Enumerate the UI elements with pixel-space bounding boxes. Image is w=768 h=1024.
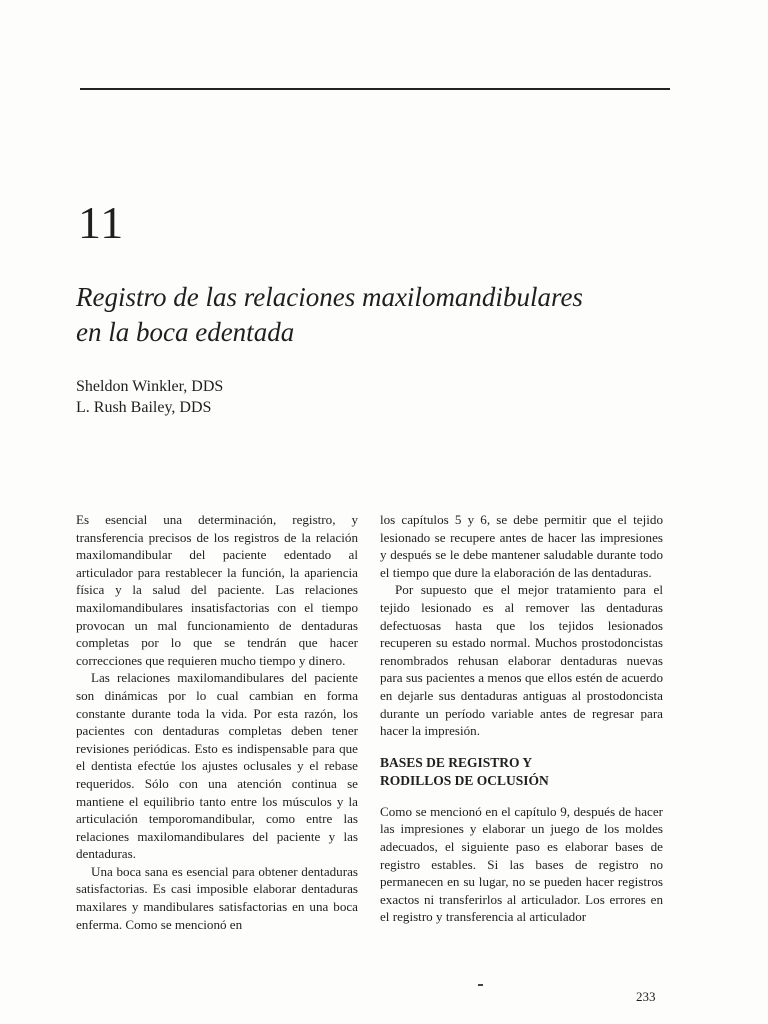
paragraph: Las relaciones maxilomandibulares del paciente son dinámicas por lo cual cambian en forma constante durante toda la vida. Por esta razón, los pacientes con dentaduras completas deben tener revisiones periódicas. Esto es indispensable para que el dentista efectúe los ajustes oclusales y el rebase requeridos. Sólo con una atención continua se mantiene el equilibrio tanto entre los músculos y la articulación temporomandibular, como entre las relaciones maxilomandibulares del paciente y las dentaduras. [76,670,358,862]
chapter-title-line-2: en la boca edentada [76,317,295,347]
paragraph: los capítulos 5 y 6, se debe permitir que el tejido lesionado se recupere antes de hacer las impresiones y después se le debe mantener saludable durante todo el tiempo que dure la elaboración de las dentaduras. [380,512,663,580]
chapter-title [76,280,676,350]
author-1: Sheldon Winkler, DDS [76,378,224,395]
section-heading [380,754,663,790]
scan-smudge-mark [478,984,483,986]
paragraph: Una boca sana es esencial para obtener dentaduras satisfactorias. Es casi imposible elaborar dentaduras maxilares y mandibulares satisfactorias en una boca enferma. Como se mencionó en [76,863,358,932]
page-number: 233 [636,989,656,1004]
left-text-column [76,511,358,933]
section-heading-line-1: BASES DE REGISTRO Y [380,754,533,770]
paragraph: Es esencial una determinación, registro, y transferencia precisos de los registros de la relación maxilomandibular del paciente edentado al articulador para restablecer la función, la apariencia física y la salud del paciente. Las relaciones maxilomandibulares insatisfactorias con el tiempo provocan un mal funcionamiento de dentaduras completas por lo que se tendrán que hacer correcciones que requieren mucho tiempo y dinero. [76,512,358,668]
author-list [76,376,223,418]
author-2: L. Rush Bailey, DDS [76,399,212,416]
right-text-column [380,511,663,926]
top-horizontal-rule [80,88,670,90]
chapter-number: 11 [78,197,125,248]
section-heading-line-2: RODILLOS DE OCLUSIÓN [380,772,549,788]
chapter-title-line-1: Registro de las relaciones maxilomandibulares [76,282,583,312]
paragraph: Como se mencionó en el capítulo 9, después de hacer las impresiones y elaborar un juego de los moldes adecuados, el siguiente paso es elaborar bases de registro estables. Si las bases de registro no permanecen en su lugar, no se pueden hacer registros exactos ni transferirlos al articulador. Los errores en el registro y transferencia al articulador [380,803,663,925]
paragraph: Por supuesto que el mejor tratamiento para el tejido lesionado es al remover las dentaduras defectuosas hasta que los tejidos lesionados recuperen su estado normal. Muchos prostodoncistas renombrados rehusan elaborar dentaduras nuevas para sus pacientes a menos que ellos estén de acuerdo en dejarle sus dentaduras antiguas al prostodoncista durante un período variable antes de regresar para hacer la impresión. [380,582,663,739]
